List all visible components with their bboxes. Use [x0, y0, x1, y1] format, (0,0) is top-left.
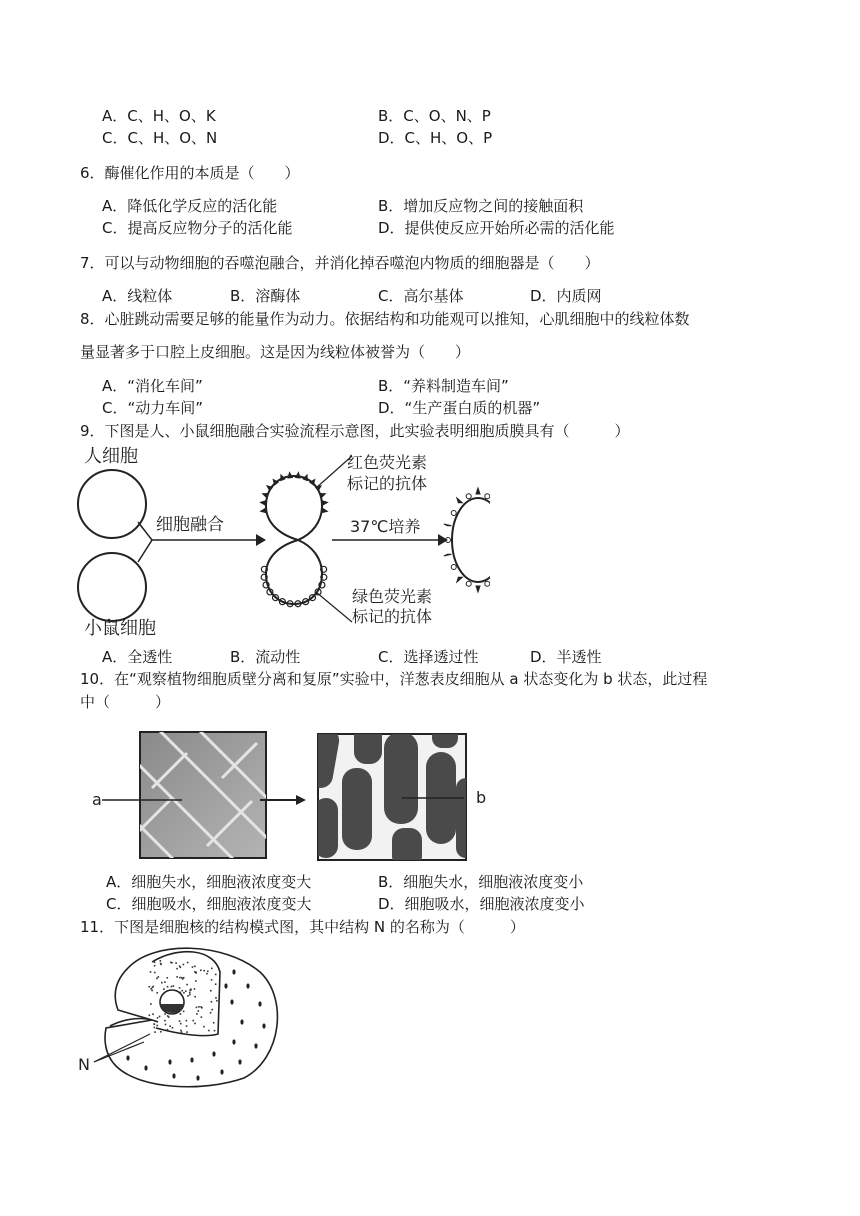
red-antibody-label-2: 标记的抗体	[347, 474, 428, 493]
q10-option-d: D．细胞吸水，细胞液浓度变小	[378, 895, 585, 913]
q10-stem-line2: 中（ ）	[80, 693, 171, 711]
q11-stem: 11．下图是细胞核的结构模式图，其中结构 N 的名称为（ ）	[80, 918, 525, 936]
q8-option-a: A．“消化车间”	[102, 377, 203, 395]
q10-option-b: B．细胞失水，细胞液浓度变小	[378, 873, 584, 891]
human-cell-label: 人细胞	[84, 446, 138, 467]
q9-option-b: B．流动性	[230, 648, 301, 666]
q5-option-d: D．C、H、O、P	[378, 129, 493, 147]
label-n: N	[78, 1055, 90, 1074]
q6-option-b: B．增加反应物之间的接触面积	[378, 197, 584, 215]
red-antibody-label-1: 红色荧光素	[347, 453, 428, 472]
q5-option-b: B．C、O、N、P	[378, 107, 491, 125]
q8-option-c: C．“动力车间”	[102, 399, 204, 417]
q6-option-a: A．降低化学反应的活化能	[102, 197, 278, 215]
q8-stem-line2: 量显著多于口腔上皮细胞。这是因为线粒体被誉为（ ）	[80, 343, 471, 361]
q7-option-c: C．高尔基体	[378, 287, 464, 305]
q9-stem: 9．下图是人、小鼠细胞融合实验流程示意图，此实验表明细胞质膜具有（ ）	[80, 422, 630, 440]
state-b-micrograph	[305, 728, 476, 864]
q9-option-c: C．选择透过性	[378, 648, 479, 666]
q9-option-d: D．半透性	[530, 648, 602, 666]
q10-stem-line1: 10．在“观察植物细胞质壁分离和复原”实验中，洋葱表皮细胞从 a 状态变化为 b 状态，此过程	[80, 670, 708, 688]
q7-stem: 7．可以与动物细胞的吞噬泡融合，并消化掉吞噬泡内物质的细胞器是（ ）	[80, 254, 600, 272]
q5-option-c: C．C、H、O、N	[102, 129, 218, 147]
cell-fusion-diagram	[70, 444, 490, 642]
mouse-cell-label: 小鼠细胞	[84, 618, 156, 639]
label-a: a	[92, 790, 102, 809]
plasmolysis-figure	[92, 728, 512, 864]
q6-option-c: C．提高反应物分子的活化能	[102, 219, 293, 237]
green-antibody-label-1: 绿色荧光素	[352, 587, 433, 606]
q9-option-a: A．全透性	[102, 648, 173, 666]
mouse-cell-circle	[78, 553, 146, 621]
q5-option-a: A．C、H、O、K	[102, 107, 216, 125]
q7-option-a: A．线粒体	[102, 287, 173, 305]
human-cell-circle	[78, 470, 146, 538]
q8-option-b: B．“养料制造车间”	[378, 377, 509, 395]
nucleus-diagram	[74, 942, 294, 1094]
q6-stem: 6．酶催化作用的本质是（ ）	[80, 164, 300, 182]
q10-option-a: A．细胞失水，细胞液浓度变大	[106, 873, 312, 891]
culture-label: 37℃培养	[350, 517, 421, 536]
hybrid-cell	[444, 488, 490, 592]
label-b: b	[476, 788, 487, 807]
q8-option-d: D．“生产蛋白质的机器”	[378, 399, 541, 417]
q6-option-d: D．提供使反应开始所必需的活化能	[378, 219, 615, 237]
state-a-micrograph	[112, 728, 292, 864]
q8-stem-line1: 8．心脏跳动需要足够的能量作为动力。依据结构和功能观可以推知，心肌细胞中的线粒体数	[80, 310, 690, 328]
green-antibody-label-2: 标记的抗体	[352, 607, 433, 626]
q7-option-b: B．溶酶体	[230, 287, 301, 305]
q10-option-c: C．细胞吸水，细胞液浓度变大	[106, 895, 312, 913]
q7-option-d: D．内质网	[530, 287, 602, 305]
fusion-label: 细胞融合	[156, 515, 224, 535]
fused-cell	[259, 471, 329, 606]
